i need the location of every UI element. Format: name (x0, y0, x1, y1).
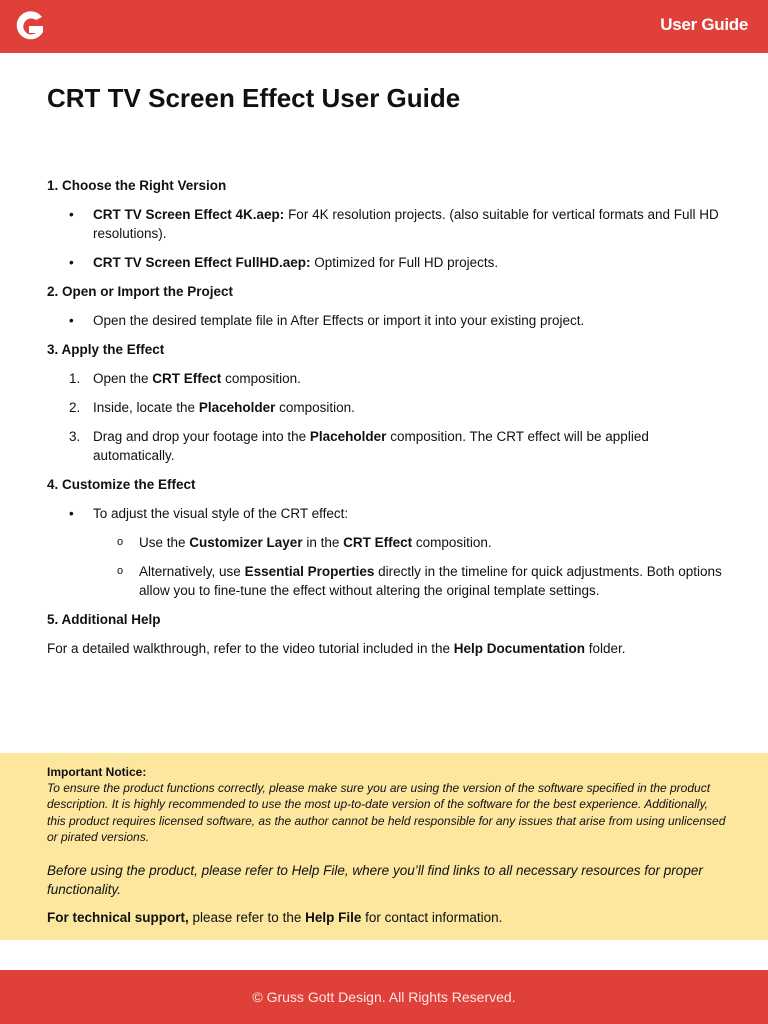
notice-content (47, 764, 727, 927)
support-bold: For technical support, (47, 910, 189, 926)
header-bar (0, 0, 768, 53)
item-text: in the (302, 535, 344, 550)
notice-body-secondary: Before using the product, please refer to Help File, where you’ll find links to all necessary resources for proper functionality. (47, 863, 703, 898)
item-bold: Customizer Layer (189, 535, 303, 550)
list-item (47, 311, 727, 330)
item-text: Optimized for Full HD projects. (310, 255, 499, 270)
file-name: CRT TV Screen Effect FullHD.aep: (93, 255, 311, 270)
item-text: composition. The CRT effect will be applied automatically. (93, 429, 649, 463)
item-text: Inside, locate the (93, 400, 199, 415)
bullet-marker: • (69, 207, 74, 222)
number-marker: 3. (69, 429, 81, 444)
notice-support (47, 908, 727, 927)
para-bold: Help Documentation (453, 641, 586, 656)
section-title: 3. Apply the Effect (47, 342, 165, 357)
help-paragraph (47, 639, 727, 658)
item-text: Open the (93, 371, 153, 386)
support-text: please refer to the (188, 910, 306, 926)
guide-content (47, 176, 727, 658)
list-item (47, 398, 727, 417)
footer-bar (0, 970, 768, 1024)
notice-heading: Important Notice: (47, 765, 147, 779)
list-item (47, 205, 727, 243)
para-text: For a detailed walkthrough, refer to the video tutorial included in the (47, 641, 454, 656)
notice-body: To ensure the product functions correctly, please make sure you are using the version of the software specified in the product description. It is highly recommended to use the most up-to-date version of the software for the best experience. Additionally, this product requires licensed software, as the author cannot be held responsible for any issues that arise from using unlicensed or pirated versions. (47, 781, 726, 844)
item-text: For 4K resolution projects. (also suitable for vertical formats and Full HD resolutions). (93, 207, 719, 241)
section-title: 4. Customize the Effect (47, 477, 196, 492)
item-text: Use the (139, 535, 190, 550)
item-bold: CRT Effect (343, 535, 413, 550)
g-logo-icon (12, 8, 46, 46)
item-text: directly in the timeline for quick adjustments. Both options allow you to fine-tune the effect without altering the original template settings. (139, 564, 722, 598)
item-text: Drag and drop your footage into the (93, 429, 310, 444)
list-item (47, 253, 727, 272)
item-bold: Placeholder (198, 400, 276, 415)
bullet-marker: • (69, 313, 74, 328)
sub-bullet-marker: o (117, 565, 124, 577)
page-title: CRT TV Screen Effect User Guide (47, 83, 461, 113)
sub-list-item (47, 562, 727, 600)
bullet-marker: • (69, 255, 74, 270)
item-bold: Placeholder (309, 429, 387, 444)
header-title: User Guide (660, 15, 748, 34)
section-title: 1. Choose the Right Version (47, 178, 227, 193)
list-item (47, 427, 727, 465)
sub-bullet-marker: o (117, 536, 124, 548)
number-marker: 1. (69, 371, 81, 386)
bullet-marker: • (69, 506, 74, 521)
copyright-text: © Gruss Gott Design. All Rights Reserved. (252, 989, 516, 1005)
item-text: composition. (412, 535, 492, 550)
para-text: folder. (585, 641, 626, 656)
item-bold: CRT Effect (152, 371, 222, 386)
number-marker: 2. (69, 400, 81, 415)
section-title: 2. Open or Import the Project (47, 284, 234, 299)
support-text: for contact information. (361, 910, 503, 926)
important-notice-box (0, 753, 768, 940)
item-text: Alternatively, use (139, 564, 245, 579)
item-text: composition. (275, 400, 355, 415)
item-text: Open the desired template file in After Effects or import it into your existing project. (93, 313, 585, 328)
section-title: 5. Additional Help (47, 612, 161, 627)
item-bold: Essential Properties (244, 564, 375, 579)
file-name: CRT TV Screen Effect 4K.aep: (93, 207, 285, 222)
support-bold: Help File (305, 910, 362, 926)
item-text: To adjust the visual style of the CRT effect: (93, 506, 349, 521)
item-text: composition. (221, 371, 301, 386)
sub-list-item (47, 533, 727, 552)
list-item (47, 369, 727, 388)
list-item (47, 504, 727, 523)
